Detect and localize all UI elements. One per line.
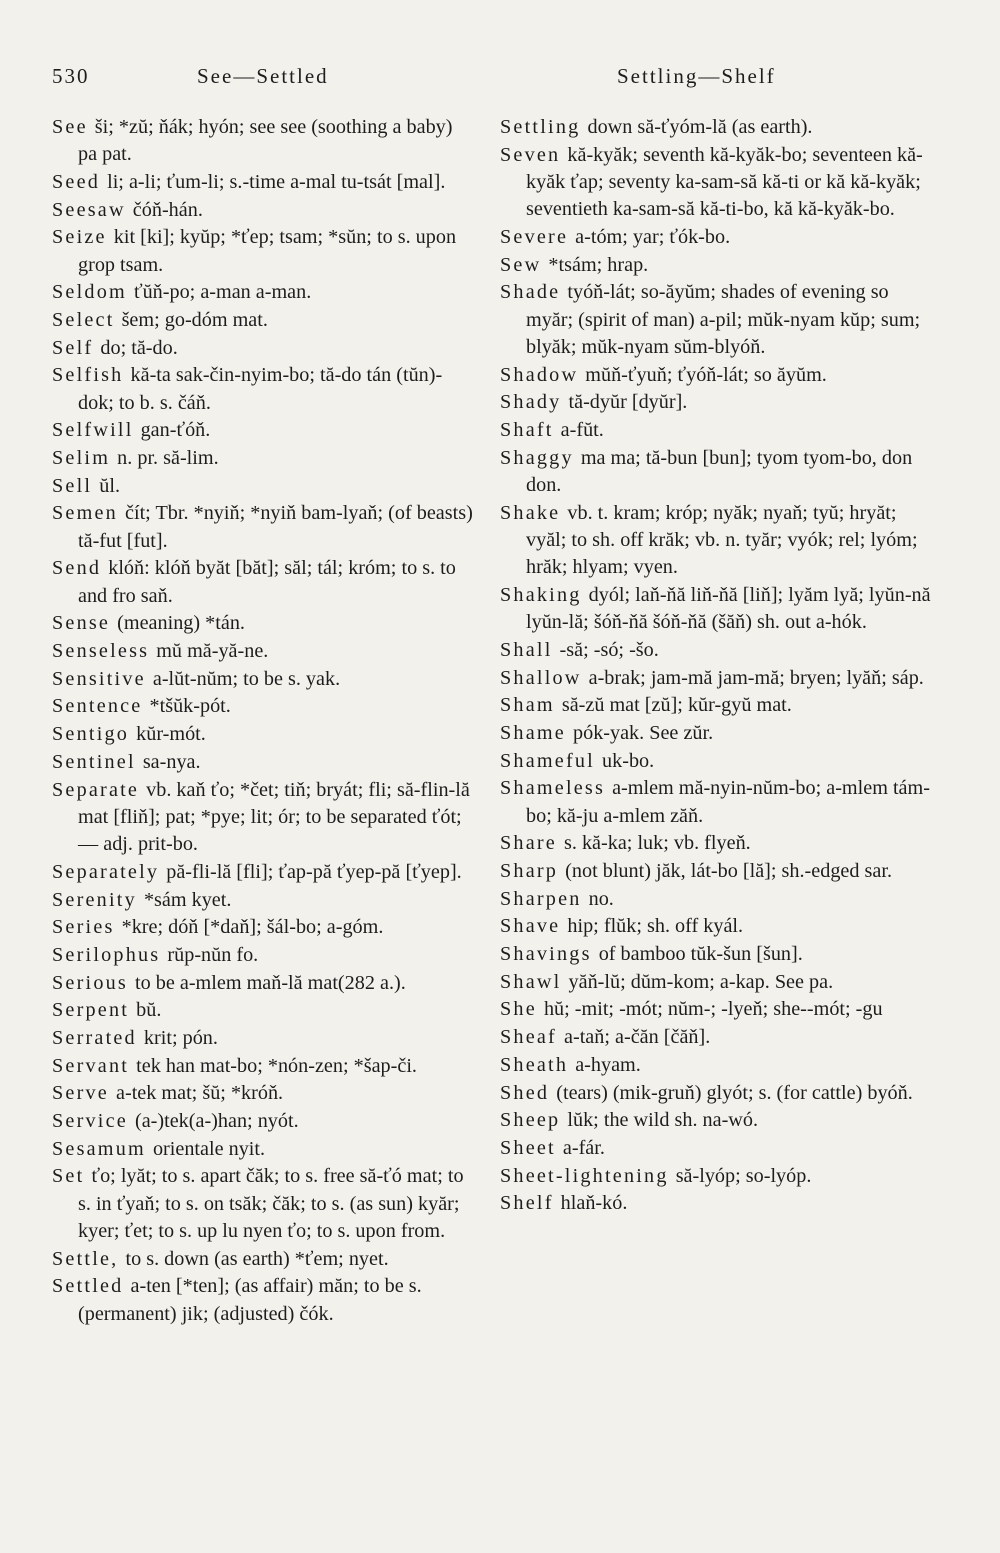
entry-headword: Separate (52, 778, 140, 801)
entry-headword: Shall (500, 638, 553, 661)
entry-headword: Seize (52, 226, 107, 249)
entry-headword: Sell (52, 474, 93, 497)
dictionary-entry (500, 665, 932, 692)
entry-headword: Seven (500, 143, 561, 166)
dictionary-entry (52, 500, 475, 555)
dictionary-entry (500, 941, 932, 968)
entry-headword: Semen (52, 502, 118, 525)
entry-headword: Shed (500, 1081, 550, 1104)
entry-headword: Separately (52, 860, 160, 883)
entry-definition: hlaň-kó. (560, 1192, 628, 1215)
entry-definition: kă-kyăk; seventh kă-kyăk-bo; seventeen kă-kyăk ťap; seventy ka-sam-să kă-ti or kă kă-kyăk; seventieth ka-sam-să kă-ti-bo, kă kă-kyăk-bo. (526, 143, 923, 221)
entry-definition: a-fŭt. (560, 419, 604, 441)
dictionary-entry (52, 610, 475, 637)
dictionary-entry (500, 279, 932, 361)
dictionary-entry (500, 1190, 932, 1217)
entry-definition: hip; flŭk; sh. off kyál. (567, 915, 744, 938)
entry-definition: pók-yak. See zŭr. (573, 722, 714, 744)
entry-headword: Shaggy (500, 446, 574, 469)
dictionary-entry (52, 914, 475, 941)
entry-headword: Shelf (500, 1192, 554, 1215)
entry-headword: Sentinel (52, 750, 136, 773)
entry-headword: Selim (52, 447, 111, 470)
entry-definition: ši; *zŭ; ňák; hyón; see see (soothing a baby) pa pat. (78, 116, 453, 166)
dictionary-entry (52, 693, 475, 720)
dictionary-entry (52, 1136, 475, 1163)
dictionary-entry (52, 1053, 475, 1080)
dictionary-entry (500, 1107, 932, 1134)
entry-headword: Seldom (52, 281, 127, 304)
entry-headword: Sharp (500, 860, 559, 883)
entry-definition: (meaning) *tán. (117, 612, 245, 635)
entry-definition: bŭ. (136, 999, 162, 1022)
dictionary-entry (500, 224, 932, 251)
dictionary-entry (52, 887, 475, 914)
dictionary-entry (500, 114, 932, 141)
entry-headword: Series (52, 916, 115, 939)
entry-headword: Settle, (52, 1247, 119, 1270)
entry-headword: Sheep (500, 1109, 561, 1132)
entry-definition: kŭr-mót. (136, 723, 206, 746)
dictionary-entry (52, 114, 475, 169)
entry-definition: tyóň-lát; so-ăyŭm; shades of evening so myăr; (spirit of man) a-pil; mŭk-nyam kŭp; sum; blyăk; mŭk-nyam sŭm-blyóň. (526, 281, 921, 358)
dictionary-entry (500, 1135, 932, 1162)
dictionary-entry (500, 500, 932, 582)
entry-definition: n. pr. să-lim. (117, 447, 219, 470)
entry-definition: do; tă-do. (100, 336, 178, 359)
entry-definition: šem; go-dóm mat. (121, 309, 268, 332)
dictionary-entry (500, 362, 932, 389)
dictionary-entry (52, 1163, 475, 1245)
dictionary-entry (500, 389, 932, 416)
entry-headword: Shaking (500, 583, 582, 606)
entry-definition: čóň-hán. (132, 198, 203, 221)
entry-headword: Shawl (500, 970, 562, 993)
dictionary-entry (500, 720, 932, 747)
dictionary-entry (52, 307, 475, 334)
entry-headword: Serrated (52, 1026, 137, 1049)
entry-definition: gan-ťóň. (140, 419, 211, 442)
entry-definition: krit; pón. (143, 1026, 218, 1049)
dictionary-entry (500, 830, 932, 857)
entry-headword: Shave (500, 915, 561, 938)
entry-headword: Set (52, 1165, 85, 1188)
entry-headword: Serenity (52, 888, 137, 911)
entry-definition: down să-ťyóm-lă (as earth). (587, 116, 813, 138)
entry-definition: uk-bo. (602, 749, 655, 772)
entry-definition: vb. kaň ťo; *čet; tiň; bryát; fli; să-flin-lă mat [fliň]; pat; *pye; lit; ór; to be separated ťót; — adj. prit-bo. (78, 778, 470, 856)
entry-headword: Shallow (500, 666, 582, 689)
dictionary-entry (500, 582, 932, 637)
entry-definition: *sám kyet. (143, 888, 232, 911)
entry-definition: to be a-mlem maň-lă mat(282 a.). (135, 971, 406, 994)
dictionary-entry (500, 417, 932, 444)
dictionary-entry (52, 1246, 475, 1273)
entry-definition: a-fár. (562, 1136, 605, 1159)
entry-headword: Sense (52, 612, 111, 635)
dictionary-entry (52, 1273, 475, 1328)
entry-headword: Sheet-lightening (500, 1164, 669, 1187)
entry-definition: ťo; lyăt; to s. apart čăk; to s. free să-ťó mat; to s. in ťyaň; to s. on tsăk; čăk; to s. (as sun) kyăr; kyer; ťet; to s. up lu nyen ťo; to s. upon from. (78, 1165, 464, 1242)
entry-definition: a-brak; jam-mă jam-mă; bryen; lyăň; sáp. (588, 666, 924, 689)
dictionary-entry (52, 997, 475, 1024)
entry-headword: Sew (500, 253, 542, 276)
dictionary-entry (500, 913, 932, 940)
entry-definition: s. kă-ka; luk; vb. flyeň. (564, 832, 751, 855)
dictionary-entry (52, 224, 475, 279)
entry-definition: ŭl. (99, 474, 121, 497)
entry-headword: Sheath (500, 1053, 569, 1076)
entry-headword: Shameful (500, 749, 595, 772)
entry-headword: Sensitive (52, 667, 146, 690)
entry-headword: She (500, 998, 537, 1021)
dictionary-entry (500, 886, 932, 913)
entry-definition: čít; Tbr. *nyiň; *nyiň bam-lyaň; (of beasts) tă-fut [fut]. (78, 502, 473, 552)
page-header (0, 64, 1000, 96)
entry-definition: of bamboo tŭk-šun [šun]. (598, 943, 803, 966)
dictionary-entry (52, 362, 475, 417)
dictionary-entry (52, 777, 475, 859)
entry-definition: (a-)tek(a-)han; nyót. (134, 1110, 299, 1133)
dictionary-entry (500, 969, 932, 996)
entry-definition: vb. t. kram; króp; nyăk; nyaň; tyŭ; hryăt; vyăl; to sh. off krăk; vb. n. tyăr; vyók; rel; lyóm; hrăk; hlyam; vyen. (526, 501, 918, 579)
entry-headword: Shadow (500, 363, 579, 386)
entry-definition: *tsám; hrap. (548, 253, 649, 276)
entry-definition: no. (588, 887, 614, 910)
entry-headword: Serilophus (52, 943, 161, 966)
entry-definition: a-ten [*ten]; (as affair) măn; to be s. (permanent) jik; (adjusted) čók. (78, 1275, 422, 1325)
dictionary-entry (52, 859, 475, 886)
entry-definition: *tšŭk-pót. (149, 695, 231, 718)
entry-definition: ťŭň-po; a-man a-man. (133, 281, 312, 304)
entry-definition: a-hyam. (575, 1053, 641, 1076)
dictionary-entry (52, 335, 475, 362)
entry-definition: ma ma; tă-bun [bun]; tyom tyom-bo, don don. (526, 446, 913, 496)
dictionary-entry (500, 1080, 932, 1107)
dictionary-entry (500, 1163, 932, 1190)
entry-definition: mŭň-ťyuň; ťyóň-lát; so ăyŭm. (585, 363, 827, 386)
entry-headword: Service (52, 1110, 128, 1133)
page-number: 530 (52, 64, 90, 88)
dictionary-entry (500, 858, 932, 885)
entry-definition: tek han mat-bo; *nón-zen; *šap-či. (136, 1054, 417, 1077)
dictionary-entry (500, 1052, 932, 1079)
entry-headword: Share (500, 832, 557, 855)
dictionary-entry (52, 749, 475, 776)
entry-definition: (tears) (mik-gruň) glyót; s. (for cattle) byóň. (556, 1081, 913, 1104)
entry-definition: a-tek mat; šŭ; *króň. (116, 1082, 284, 1105)
right-column (500, 114, 932, 1218)
entry-headword: Select (52, 309, 115, 332)
entry-definition: (not blunt) jăk, lát-bo [lă]; sh.-edged sar. (565, 860, 892, 883)
entry-definition: a-mlem mă-nyin-nŭm-bo; a-mlem tám-bo; kă-ju a-mlem zăň. (526, 777, 930, 827)
dictionary-entry (52, 638, 475, 665)
entry-headword: Severe (500, 225, 569, 248)
entry-headword: Serpent (52, 999, 130, 1022)
entry-headword: Shavings (500, 943, 592, 966)
dictionary-entry (500, 748, 932, 775)
entry-headword: Selfish (52, 364, 124, 387)
entry-definition: dyól; laň-ňă liň-ňă [liň]; lyăm lyă; lyŭn-nă lyŭn-lă; šóň-ňă šóň-ňă (šăň) sh. out a-hók. (526, 583, 931, 634)
entry-headword: Senseless (52, 640, 150, 663)
entry-definition: li; a-li; ťum-li; s.-time a-mal tu-tsát [mal]. (107, 170, 446, 193)
entry-definition: mŭ mă-yă-ne. (156, 640, 269, 663)
entry-definition: klóň: klóň byăt [băt]; săl; tál; króm; to s. to and fro saň. (78, 557, 456, 607)
entry-headword: Sentigo (52, 723, 130, 746)
entry-definition: kit [ki]; kyŭp; *ťep; tsam; *sŭn; to s. upon grop tsam. (78, 226, 457, 276)
entry-headword: Sharpen (500, 887, 582, 910)
entry-definition: a-tóm; yar; ťók-bo. (575, 225, 731, 248)
entry-definition: hŭ; -mit; -mót; nŭm-; -lyeň; she--mót; -gu (543, 998, 883, 1021)
dictionary-entry (52, 1108, 475, 1135)
dictionary-entry (500, 775, 932, 830)
entry-headword: Sesamum (52, 1137, 146, 1160)
entry-headword: Shame (500, 722, 566, 744)
entry-headword: Shady (500, 391, 562, 414)
entry-definition: tă-dyŭr [dyŭr]. (568, 391, 688, 414)
entry-definition: a-taň; a-čăn [čăň]. (564, 1026, 711, 1049)
entry-headword: Serve (52, 1082, 109, 1105)
entry-definition: pă-fli-lă [fli]; ťap-pă ťyep-pă [ťyep]. (166, 860, 462, 883)
left-running-head: See—Settled (197, 64, 329, 88)
right-running-head: Settling—Shelf (617, 64, 776, 88)
entry-definition: *kre; dóň [*daň]; šál-bo; a-góm. (121, 916, 384, 939)
entry-headword: Seed (52, 170, 101, 193)
dictionary-entry (52, 970, 475, 997)
entry-definition: a-lŭt-nŭm; to be s. yak. (152, 667, 341, 690)
dictionary-entry (52, 1025, 475, 1052)
entry-definition: -să; -só; -šo. (559, 638, 659, 661)
entry-headword: Sham (500, 694, 555, 717)
entry-headword: Shade (500, 281, 561, 304)
left-column (52, 114, 475, 1328)
entry-headword: Settling (500, 116, 581, 138)
entry-definition: rŭp-nŭn fo. (167, 943, 259, 966)
dictionary-entry (500, 445, 932, 500)
entry-definition: să-lyóp; so-lyóp. (675, 1164, 812, 1187)
dictionary-entry (52, 721, 475, 748)
entry-headword: Seesaw (52, 198, 126, 221)
entry-headword: Send (52, 557, 102, 580)
entry-definition: să-zŭ mat [zŭ]; kŭr-gyŭ mat. (561, 694, 792, 717)
entry-headword: Shaft (500, 419, 554, 441)
dictionary-entry (52, 942, 475, 969)
dictionary-entry (52, 445, 475, 472)
dictionary-entry (52, 279, 475, 306)
entry-headword: Shake (500, 501, 561, 524)
entry-headword: Serious (52, 971, 128, 994)
entry-definition: yăň-lŭ; dŭm-kom; a-kap. See pa. (568, 970, 834, 993)
dictionary-entry (500, 692, 932, 719)
dictionary-entry (52, 473, 475, 500)
dictionary-entry (500, 142, 932, 224)
dictionary-entry (500, 637, 932, 664)
dictionary-entry (52, 417, 475, 444)
dictionary-entry (52, 169, 475, 196)
dictionary-entry (52, 666, 475, 693)
entry-headword: Settled (52, 1275, 124, 1298)
entry-definition: to s. down (as earth) *ťem; nyet. (125, 1247, 389, 1270)
entry-headword: Self (52, 336, 94, 359)
dictionary-entry (500, 996, 932, 1023)
dictionary-entry (52, 197, 475, 224)
entry-headword: Selfwill (52, 419, 134, 442)
entry-definition: orientale nyit. (152, 1137, 266, 1160)
entry-headword: Sheaf (500, 1026, 557, 1049)
entry-definition: kă-ta sak-čin-nyim-bo; tă-do tán (tŭn)-dok; to b. s. čáň. (78, 364, 443, 414)
dictionary-entry (52, 555, 475, 610)
dictionary-entry (500, 1024, 932, 1051)
entry-headword: Shameless (500, 777, 606, 800)
entry-headword: Sentence (52, 695, 143, 718)
dictionary-entry (52, 1080, 475, 1107)
entry-definition: sa-nya. (142, 750, 201, 773)
dictionary-entry (500, 252, 932, 279)
entry-definition: lŭk; the wild sh. na-wó. (567, 1109, 759, 1132)
entry-headword: See (52, 116, 88, 138)
entry-headword: Sheet (500, 1136, 556, 1159)
entry-headword: Servant (52, 1054, 130, 1077)
